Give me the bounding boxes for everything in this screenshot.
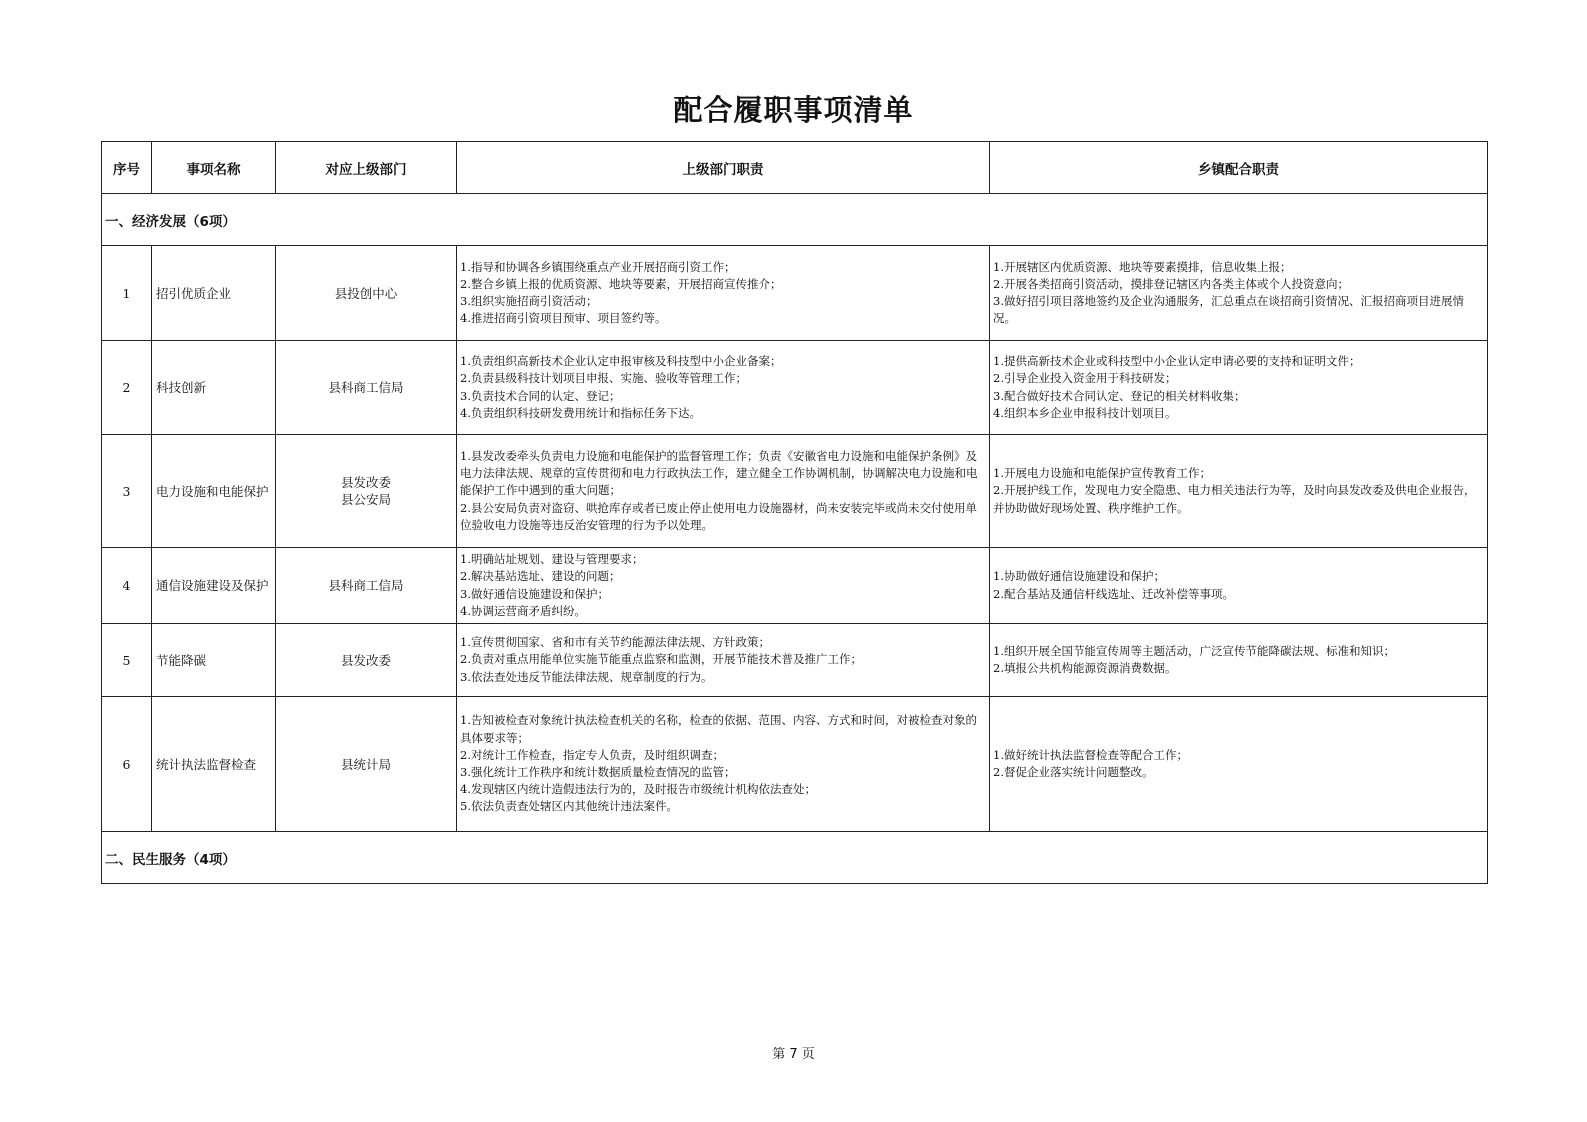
duty-line: 3.做好招引项目落地签约及企业沟通服务，汇总重点在谈招商引资情况、汇报招商项目进展情况。 [993,294,1464,326]
row-no: 2 [102,341,152,435]
duty-line: 1.县发改委牵头负责电力设施和电能保护的监督管理工作；负责《安徽省电力设施和电能保护条例》及电力法律法规、规章的宣传贯彻和电力行政执法工作，建立健全工作协调机制，协调解决电力设施和电能保护工作中遇到的重大问题； [460,448,978,498]
row-town-duty [990,435,1488,548]
duty-line: 1.指导和协调各乡镇围绕重点产业开展招商引资工作； [460,259,736,274]
dept-line: 县统计局 [340,756,391,772]
duty-line: 2.配合基站及通信杆线选址、迁改补偿等事项。 [993,586,1234,601]
duty-line: 1.开展辖区内优质资源、地块等要素摸排，信息收集上报； [993,259,1292,274]
row-town-duty [990,624,1488,697]
row-dept [276,435,457,548]
duty-line: 1.开展电力设施和电能保护宣传教育工作； [993,466,1211,481]
header-dept: 对应上级部门 [276,142,457,194]
duty-line: 3.依法查处违反节能法律法规、规章制度的行为。 [460,669,713,684]
duty-line: 2.负责对重点用能单位实施节能重点监察和监测，开展节能技术普及推广工作； [460,652,862,667]
dept-line: 县发改委 [340,652,391,668]
dept-line: 县发改委 [340,475,391,490]
duty-line: 5.依法负责查处辖区内其他统计违法案件。 [460,799,678,814]
header-row [102,142,1488,194]
table-row [102,246,1488,341]
duty-line: 2.负责县级科技计划项目申报、实施、验收等管理工作； [460,371,747,386]
table-row [102,435,1488,548]
dept-line: 县科商工信局 [328,380,404,395]
duty-line: 2.开展护线工作，发现电力安全隐患、电力相关违法行为等，及时向县发改委及供电企业报告，并协助做好现场处置、秩序维护工作。 [993,483,1476,515]
table-row [102,697,1488,832]
row-town-duty [990,341,1488,435]
row-dept [276,246,457,341]
duty-line: 2.开展各类招商引资活动，摸排登记辖区内各类主体或个人投资意向； [993,276,1349,291]
row-no: 3 [102,435,152,548]
duty-line: 1.宣传贯彻国家、省和市有关节约能源法律法规、方针政策； [460,635,770,650]
row-town-duty [990,548,1488,624]
row-dept [276,548,457,624]
row-no: 1 [102,246,152,341]
duty-line: 1.告知被检查对象统计执法检查机关的名称，检查的依据、范围、内容、方式和时间，对被检查对象的具体要求等； [460,713,977,745]
row-name: 招引优质企业 [152,246,276,341]
row-name: 科技创新 [152,341,276,435]
duty-line: 1.组织开展全国节能宣传周等主题活动，广泛宣传节能降碳法规、标准和知识； [993,643,1395,658]
table-row [102,341,1488,435]
dept-line: 县科商工信局 [328,578,404,593]
duty-line: 4.协调运营商矛盾纠纷。 [460,603,586,618]
page-title: 配合履职事项清单 [673,93,914,127]
duty-line: 1.提供高新技术企业或科技型中小企业认定申请必要的支持和证明文件； [993,354,1361,369]
duty-line: 1.做好统计执法监督检查等配合工作； [993,747,1188,762]
duty-line: 2.填报公共机构能源资源消费数据。 [993,661,1177,675]
row-upper-duty [457,697,990,832]
section-title: 二、民生服务（4项） [102,832,1488,884]
section-title: 一、经济发展（6项） [102,194,1488,246]
duty-line: 2.解决基站选址、建设的问题； [460,569,621,584]
row-no: 6 [102,697,152,832]
duty-line: 1.负责组织高新技术企业认定申报审核及科技型中小企业备案； [460,354,782,369]
duty-line: 3.做好通信设施建设和保护； [460,586,609,601]
duty-line: 4.负责组织科技研发费用统计和指标任务下达。 [460,405,701,420]
header-no: 序号 [102,142,152,194]
row-upper-duty [457,548,990,624]
duty-line: 4.推进招商引资项目预审、项目签约等。 [460,311,667,326]
row-name: 统计执法监督检查 [152,697,276,832]
row-upper-duty [457,435,990,548]
duty-line: 2.县公安局负责对盗窃、哄抢库存或者已废止停止使用电力设施器材，尚未安装完毕或尚未交付使用单位验收电力设施等违反治安管理的行为予以处理。 [460,500,977,532]
duty-line: 3.配合做好技术合同认定、登记的相关材料收集； [993,388,1246,403]
row-no: 4 [102,548,152,624]
duty-line: 1.明确站址规划、建设与管理要求； [460,552,644,567]
table-row [102,624,1488,697]
row-name: 节能降碳 [152,624,276,697]
duty-table [101,141,1488,884]
row-town-duty [990,246,1488,341]
duty-line: 3.强化统计工作秩序和统计数据质量检查情况的监管； [460,765,736,779]
duty-line: 2.引导企业投入资金用于科技研发； [993,371,1177,386]
row-no: 5 [102,624,152,697]
row-dept [276,624,457,697]
header-name: 事项名称 [152,142,276,194]
section-row [102,832,1488,884]
row-dept [276,697,457,832]
duty-line: 2.督促企业落实统计问题整改。 [993,765,1154,779]
row-upper-duty [457,246,990,341]
dept-line: 县公安局 [340,492,391,507]
row-upper-duty [457,341,990,435]
table-row [102,548,1488,624]
row-name: 通信设施建设及保护 [152,548,276,624]
duty-line: 4.发现辖区内统计造假违法行为的，及时报告市级统计机构依法查处； [460,782,816,797]
header-upper-duty: 上级部门职责 [457,142,990,194]
row-upper-duty [457,624,990,697]
row-dept [276,341,457,435]
duty-line: 1.协助做好通信设施建设和保护； [993,569,1165,584]
duty-line: 3.组织实施招商引资活动； [460,294,598,308]
row-town-duty [990,697,1488,832]
header-town-duty: 乡镇配合职责 [990,142,1488,194]
duty-line: 2.整合乡镇上报的优质资源、地块等要素，开展招商宣传推介； [460,276,782,291]
duty-line: 2.对统计工作检查，指定专人负责，及时组织调查； [460,747,724,762]
page-number: 第 7 页 [772,1047,815,1062]
duty-line: 3.负责技术合同的认定、登记； [460,388,621,403]
section-row [102,194,1488,246]
duty-line: 4.组织本乡企业申报科技计划项目。 [993,405,1177,420]
dept-line: 县投创中心 [334,285,398,301]
row-name: 电力设施和电能保护 [152,435,276,548]
